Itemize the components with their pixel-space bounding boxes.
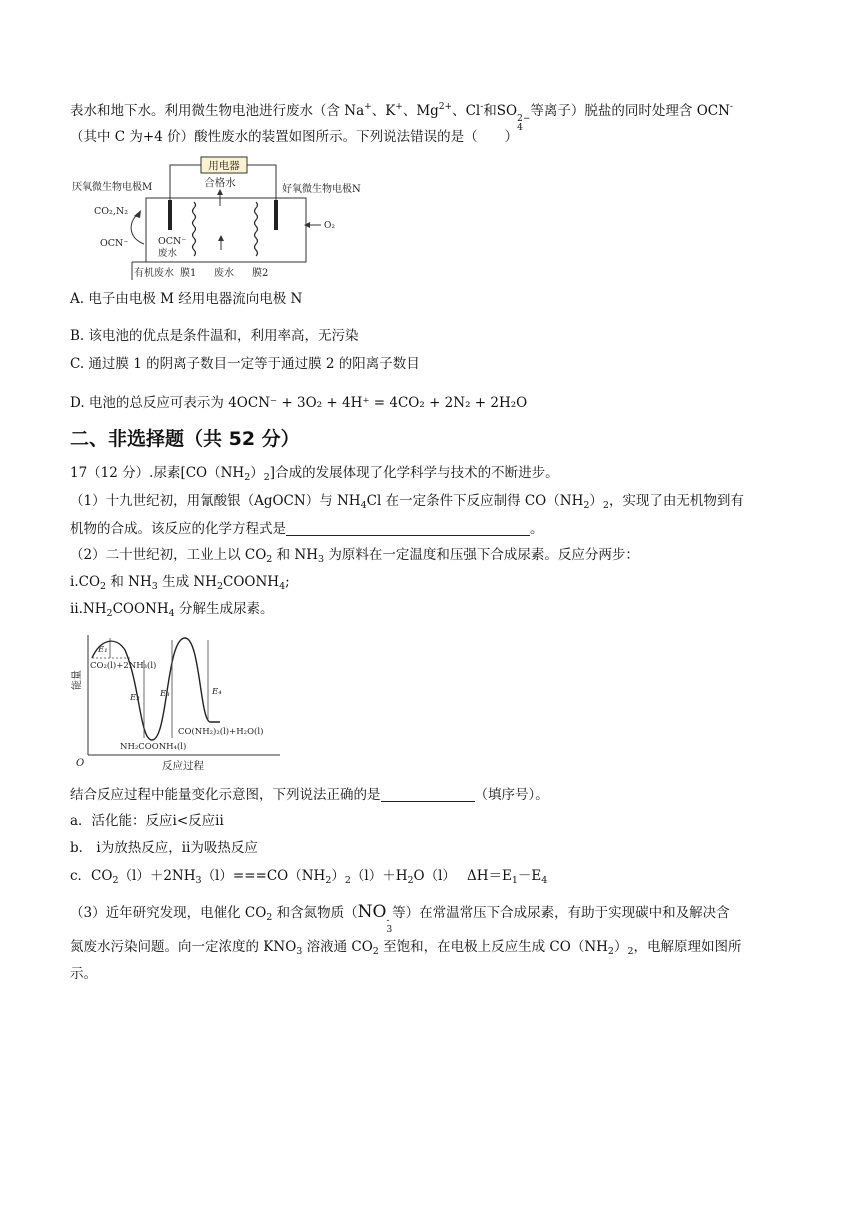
y-axis-label: 能量 [72, 670, 83, 690]
text: 分解生成尿素。 [174, 601, 274, 617]
text: （l）＋2NH [118, 868, 196, 884]
q17-option-a: a．活化能：反应ⅰ<反应ⅱ [70, 813, 224, 829]
subscript: 4 [541, 875, 548, 886]
subscript: 2 [607, 946, 614, 957]
subscript: 3 [296, 946, 303, 957]
membrane2-label: 膜2 [252, 268, 269, 279]
text: 、Cl [452, 103, 481, 119]
q17-question [70, 785, 549, 805]
nitrate-formula: NO [357, 902, 387, 922]
subscript: 4 [168, 608, 175, 619]
subscript: 3 [151, 581, 158, 592]
q17-stem [70, 463, 559, 488]
organic-waste-label: 有机废水 [134, 268, 174, 279]
text: ） [589, 493, 603, 509]
subscript: 4 [279, 581, 286, 592]
q16-stem-line2: （其中 C 为+4 价）酸性废水的装置如图所示。下列说法错误的是（ ） [70, 129, 519, 145]
text: 和 NH [272, 547, 318, 563]
text: ） [331, 868, 345, 884]
origin-label: O [76, 758, 85, 769]
subscript: 2 [263, 472, 270, 483]
text: 氮废水污染问题。向一定浓度的 KNO [70, 939, 297, 955]
superscript: 2+ [438, 102, 453, 112]
subscript: 2 [583, 500, 590, 511]
energy-profile-diagram [70, 630, 290, 775]
reactants-label: CO₂(l)+2NH₃(l) [90, 661, 157, 671]
text: （填序号）。 [474, 787, 549, 803]
text: ]合成的发展体现了化学科学与技术的不断进步。 [269, 465, 559, 481]
section-heading: 二、非选择题（共 52 分） [70, 428, 300, 450]
wire-left [170, 165, 201, 202]
superscript: + [395, 102, 403, 112]
text: 、K [371, 103, 396, 119]
membrane-2 [255, 202, 258, 256]
q17-part3-line3: 示。 [70, 966, 97, 982]
text: c．CO [70, 868, 113, 884]
text: （l）＋H [350, 868, 408, 884]
superscript: - [729, 102, 733, 112]
text: －E [517, 868, 542, 884]
subscript: 2 [372, 946, 379, 957]
q17-part3-line2 [70, 937, 742, 962]
subscript: 2 [266, 554, 273, 565]
e1-label: E₁ [98, 645, 108, 655]
option-a: A. 电子由电极 M 经用电器流向电极 N [70, 291, 303, 307]
electrode-n-label: 好氧微生物电极N [282, 184, 361, 195]
text: 和 NH [106, 574, 152, 590]
text: 17（12 分）.尿素[CO（NH [70, 465, 245, 481]
subscript: 2 [106, 608, 113, 619]
q17-option-b: b． ⅰ为放热反应，ⅱ为吸热反应 [70, 840, 258, 856]
energy-curve [92, 638, 220, 740]
q17-part2-line1 [70, 545, 639, 570]
waste-label: 废水 [214, 268, 234, 279]
q17-part1-line1 [70, 491, 744, 516]
products-label: CO(NH₂)₂(l)+H₂O(l) [178, 727, 264, 737]
text: 和SO [483, 103, 518, 119]
ocn-in-label: OCN⁻ [100, 238, 129, 249]
text: （l）===CO（NH [201, 868, 326, 884]
text: ⅱ.NH [70, 601, 107, 617]
text: 溶液通 CO [302, 939, 373, 955]
e4-label: E₄ [212, 687, 222, 697]
text: 结合反应过程中能量变化示意图，下列说法正确的是 [70, 787, 381, 803]
gas-out-arrow [131, 214, 144, 244]
text: 表水和地下水。利用微生物电池进行废水（含 Na [70, 103, 365, 119]
membrane-1 [193, 202, 196, 256]
text: 等）在常温常压下合成尿素，有助于实现碳中和及解决含 [392, 905, 730, 921]
subscript: 2 [100, 581, 107, 592]
waste-inside-label: 废水 [158, 248, 178, 259]
q17-step-i [70, 572, 290, 597]
option-b: B. 该电池的优点是条件温和，利用率高，无污染 [70, 328, 359, 344]
subscript: 2 [325, 875, 332, 886]
text: COONH [223, 574, 280, 590]
superscript: - [386, 916, 390, 926]
text: 机物的合成。该反应的化学方程式是 [70, 521, 286, 537]
electrode-m-label: 厌氧微生物电极M [72, 182, 153, 193]
x-axis-label: 反应过程 [162, 760, 204, 772]
subscript: 3 [386, 925, 393, 935]
text: （3）近年研究发现，电催化 CO [70, 905, 267, 921]
text: ，实现了由无机物到有 [608, 493, 744, 509]
text: 、Mg [402, 103, 439, 119]
e2-label: E₂ [130, 693, 140, 703]
membrane1-label: 膜1 [180, 268, 197, 279]
option-d [70, 393, 527, 413]
text: ） [250, 465, 264, 481]
microbial-cell-diagram [66, 152, 366, 282]
ocn-inside-label: OCN⁻ [158, 236, 187, 247]
subscript: 4 [360, 500, 367, 511]
text: 生成 NH [157, 574, 217, 590]
superscript: - [480, 102, 484, 112]
subscript: 1 [511, 875, 518, 886]
answer-blank[interactable] [286, 521, 530, 536]
option-c: C. 通过膜 1 的阴离子数目一定等于通过膜 2 的阳离子数目 [70, 356, 420, 372]
qualified-water-label: 合格水 [204, 177, 236, 189]
o2-label: O₂ [324, 221, 335, 231]
wire-right [247, 165, 276, 202]
superscript: 2− [517, 114, 531, 124]
subscript: 2 [627, 946, 634, 957]
text: O（l） ΔH＝E [413, 868, 512, 884]
electrode-n [274, 200, 278, 230]
e3-label: E₃ [160, 689, 170, 699]
superscript: + [364, 102, 372, 112]
text: ; [285, 574, 290, 590]
subscript: 2 [266, 912, 273, 923]
text: 。 [530, 521, 544, 537]
q17-part3-line1 [70, 902, 730, 935]
q17-part1-line2 [70, 519, 544, 539]
gas-out-label: CO₂,N₂ [94, 206, 129, 217]
text: Cl 在一定条件下反应制得 CO（NH [366, 493, 584, 509]
intermediate-label: NH₂COONH₄(l) [120, 742, 187, 752]
subscript: 2 [407, 875, 414, 886]
text: ，电解原理如图所 [633, 939, 742, 955]
text: ） [613, 939, 628, 955]
q17-step-ii [70, 599, 273, 624]
subscript: 2 [112, 875, 119, 886]
text: ⅰ.CO [70, 574, 101, 590]
subscript: 2 [216, 581, 223, 592]
q17-option-c [70, 866, 547, 891]
electrode-m [168, 200, 172, 230]
text: （1）十九世纪初，用氰酸银（AgOCN）与 NH [70, 493, 361, 509]
answer-blank[interactable] [381, 787, 475, 802]
text: 和含氮物质（ [272, 905, 358, 921]
subscript: 3 [318, 554, 325, 565]
text: 等离子）脱盐的同时处理含 OCN [530, 103, 730, 119]
subscript: 3 [195, 875, 202, 886]
text: 为原料在一定温度和压强下合成尿素。反应分两步： [324, 547, 639, 563]
subscript: 2 [602, 500, 609, 511]
appliance-label: 用电器 [208, 160, 240, 172]
text: COONH [112, 601, 169, 617]
subscript: 2 [244, 472, 251, 483]
subscript: 2 [344, 875, 351, 886]
option-d-prefix: D. 电池的总反应可表示为 [70, 395, 229, 411]
text: 至饱和，在电极上反应生成 CO（NH [378, 939, 608, 955]
subscript: 4 [517, 123, 523, 133]
text: （2）二十世纪初，工业上以 CO [70, 547, 267, 563]
option-d-equation: 4OCN⁻ + 3O₂ + 4H⁺ = 4CO₂ + 2N₂ + 2H₂O [228, 395, 528, 411]
